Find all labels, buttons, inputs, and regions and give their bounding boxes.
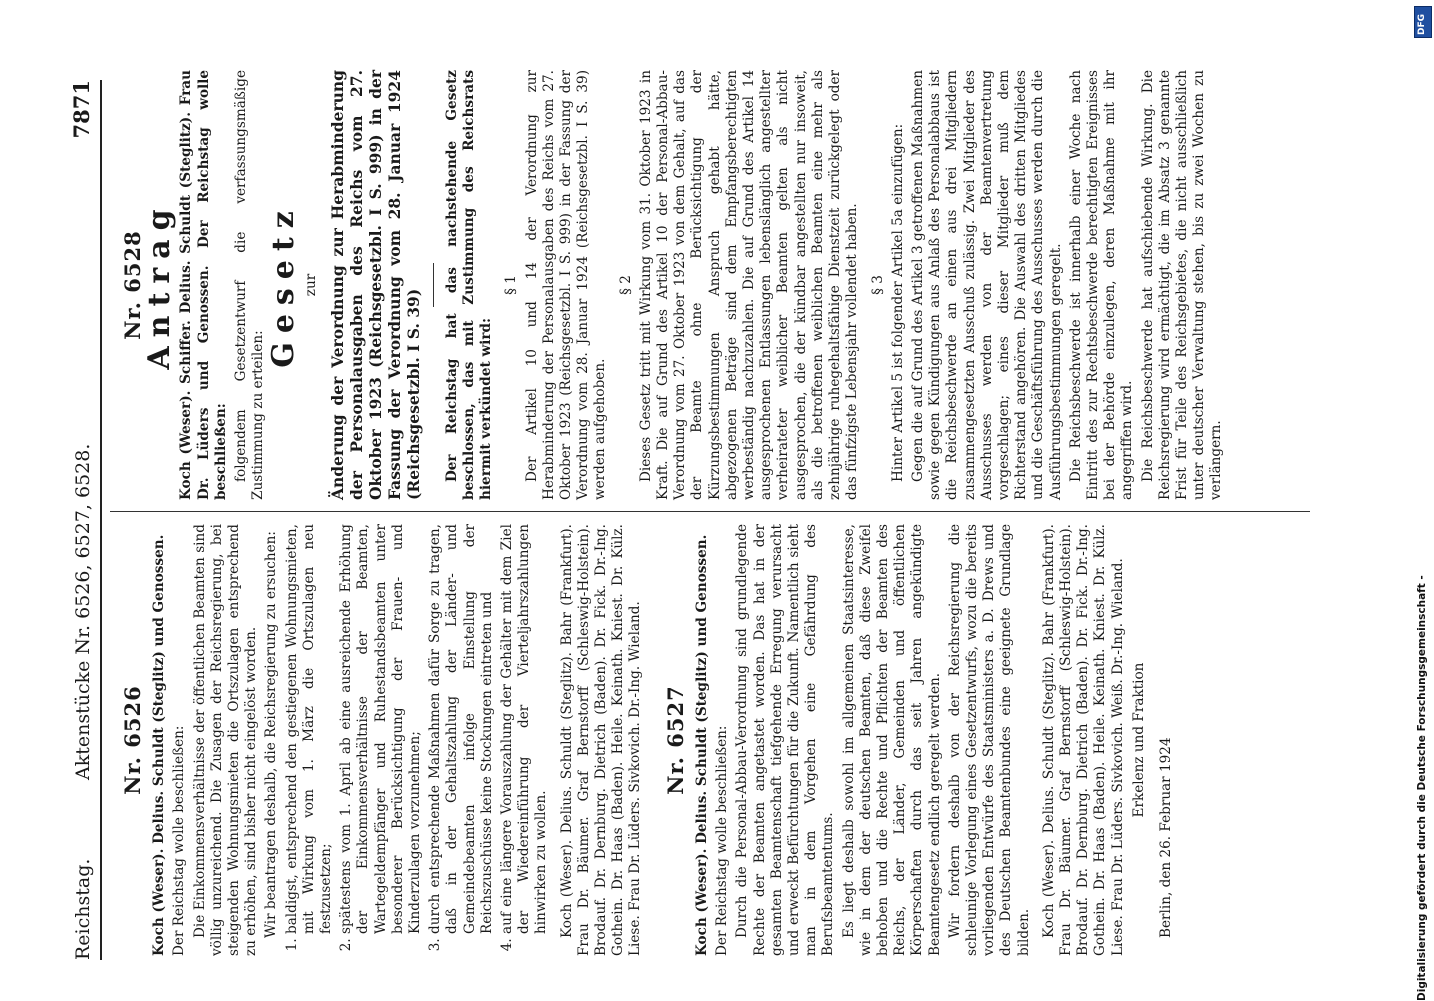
doc-6527-title: Nr. 6527 <box>662 685 688 795</box>
separator-rule <box>433 263 434 307</box>
doc-6526-title: Nr. 6526 <box>120 685 145 795</box>
doc-6526-item: 1. baldigst, entsprechend den gestiegenen Wohnungsmieten, mit Wirkung vom 1. März die Ortszulagen neu festzusetzen; <box>284 524 336 934</box>
section-3-para3: Die Reichsbeschwerde hat aufschiebende Wirkung. Die Reichsregierung wird ermächtigt, die im Absatz 3 genannte Frist für Teile des Reichsgebietes, die nicht ausschließlich unter deutscher Verwaltung stehen, bis zu zwei Wochen zu verlängern. <box>1139 70 1225 500</box>
doc-6527-faction: Erkelenz und Fraktion <box>1130 662 1147 818</box>
doc-6528-gesetz-heading: Gesetz <box>266 202 302 368</box>
doc-6526-item: 2. spätestens vom 1. April ab eine ausreichende Erhöhung der Einkommensverhältnisse der Beamten, Wartegeldempfänger und Ruhestandsbeamten unter besonderer Berücksichtigung der Frauen- und Kinderzulagen vorzunehmen; <box>338 524 424 934</box>
section-3-label: § 3 <box>869 275 886 295</box>
watermark-text: Digitalisierung gefördert durch die Deutsche Forschungsgemeinschaft - <box>1416 575 1428 1001</box>
section-2-label: § 2 <box>617 275 634 295</box>
dfg-logo-text: DFG <box>1417 13 1427 35</box>
doc-6527-para3: Wir fordern deshalb von der Reichsregierung die schleunige Vorlegung eines Gesetzentwurfs, wozu die bereits vorliegenden Entwürfe des Staatsministers a. D. Drews und des Deutschen Beamtenbundes eine geeignete Grundlage bilden. <box>946 524 1032 956</box>
doc-6528-lead: Koch (Weser). Schiffer. Delius. Schuldt (Steglitz). Frau Dr. Lüders und Genossen. Der Reichstag wolle beschließen: <box>178 70 229 500</box>
doc-6528-antrag-heading: Antrag <box>142 200 178 370</box>
doc-6526-demands <box>284 524 551 956</box>
doc-6527-para2: Es liegt deshalb sowohl im allgemeinen Staatsinteresse, wie in dem der deutschen Beamten, daß diese Zweifel behoben und die Rechte und Pflichten der Beamten des Reichs, der Länder, Gemeinden und öffentlichen Körperschaften durch das seit Jahren angekündigte Beamtengesetz endlich geregelt werden. <box>840 524 943 956</box>
doc-6526-item: 4. auf eine längere Vorauszahlung der Gehälter mit dem Ziel der Wiedereinführung der Vierteljahrszahlungen hinwirken zu wollen. <box>499 524 551 934</box>
doc-6527-signers: Koch (Weser). Delius. Schuldt (Steglitz). Bahr (Frankfurt). Frau Dr. Bäumer. Graf Bernstorff (Schleswig-Holstein). Brodauf. Dr. Dernburg. Dietrich (Baden). Dr. Fick. Dr.-Ing. Gothein. Dr. Haas (Baden). Heile. Keinath. Kniest. Dr. Külz. Liese. Frau Dr. Lüders. Sivkovich. Weiß. Dr.-Ing. Wieland. <box>1040 524 1126 956</box>
left-column <box>118 524 1178 956</box>
doc-6528-enactment: Der Reichstag hat das nachstehende Gesetz beschlossen, das mit Zustimmung des Reichsrats hiermit verkündet wird: <box>443 70 495 500</box>
doc-6527-date: Berlin, den 26. Februar 1924 <box>1157 737 1174 938</box>
right-column <box>118 70 1229 500</box>
doc-6528-zur: zur <box>302 273 319 297</box>
header-reichstag: Reichstag. <box>72 858 94 960</box>
doc-6526-lead: Koch (Weser). Delius. Schuldt (Steglitz) und Genossen. <box>151 534 168 956</box>
column-divider <box>110 511 1310 512</box>
header-aktenstuecke: Aktenstücke Nr. 6526, 6527, 6528. <box>72 443 94 780</box>
section-3-intro: Hinter Artikel 5 ist folgender Artikel 5a einzufügen: <box>889 123 906 482</box>
doc-6526-para2: Wir beantragen deshalb, die Reichsregierung zu ersuchen: <box>263 531 280 938</box>
page-header <box>60 80 102 960</box>
doc-6526-lead2: Der Reichstag wolle beschließen: <box>171 725 188 956</box>
page-number: 7871 <box>69 80 94 139</box>
section-2-text: Dieses Gesetz tritt mit Wirkung vom 31. Oktober 1923 in Kraft. Die auf Grund des Artikel 10 der Personal-Abbau-Verordnung vom 27. Oktober 1923 von dem Gehalt, auf das der Beamte ohne Berücksichtigung der Kürzungsbestimmungen Anspruch gehabt hätte, abgezogenen Beträge sind dem Empfangsberechtigten werbeständig nachzuzahlen. Die auf Grund des Artikel 14 ausgesprochenen Entlassungen lebenslänglich angestellter verheirateter weiblicher Beamten gelten als nicht ausgesprochen, die der kündbar angestellten nur insoweit, als die betroffenen weiblichen Beamten eine mehr als zehnjährige ruhegehaltsfähige Dienstzeit zurückgelegt oder das fünfzigste Lebensjahr vollendet haben. <box>637 70 861 500</box>
doc-6528-gesetz-title: Änderung der Verordnung zur Herabminderung der Personalausgaben des Reichs vom 27. Oktober 1923 (Reichsgesetzbl. I S. 999) in der Fassung der Verordnung vom 28. Januar 1924 (Reichsgesetzbl. I S. 39) <box>327 70 423 500</box>
digitization-watermark <box>1410 6 1434 1000</box>
section-3-para1: Gegen die auf Grund des Artikel 3 getroffenen Maßnahmen sowie gegen Kündigungen aus Anlaß des Personalabbaus ist die Reichsbeschwerde an einen aus drei Mitgliedern zusammengesetzten Ausschuß zulässig. Zwei Mitglieder des Ausschusses werden von der Beamtenvertretung vorgeschlagen; eines dieser Mitglieder muß dem Richterstand angehören. Die Auswahl des dritten Mitgliedes und die Geschäftsführung des Ausschusses werden durch die Ausführungsbestimmungen geregelt. <box>909 70 1064 500</box>
doc-6527-para1: Durch die Personal-Abbau-Verordnung sind grundlegende Rechte der Beamten angetastet worden. Das hat in der gesamten Beamtenschaft tiefgehende Erregung verursacht und erweckt Befürchtungen für die Zukunft. Namentlich sieht man in dem Vorgehen eine Gefährdung des Berufsbeamtentums. <box>734 524 837 956</box>
doc-6526-signers: Koch (Weser). Delius. Schuldt (Steglitz). Bahr (Frankfurt). Frau Dr. Bäumer. Graf Bernstorff (Schleswig-Holstein). Brodauf. Dr. Dernburg. Dietrich (Baden). Dr. Fick. Dr.-Ing. Gothein. Dr. Haas (Baden). Heile. Keinath. Kniest. Dr. Külz. Liese. Frau Dr. Lüders. Sivkovich. Dr.-Ing. Wieland. <box>558 524 644 956</box>
doc-6526-para1: Die Einkommensverhältnisse der öffentlichen Beamten sind völlig unzureichend. Die Zusagen der Reichsregierung, bei steigenden Wohnungsmieten die Ortszulagen entsprechend zu erhöhen, sind bisher nicht eingelöst worden. <box>191 524 260 956</box>
section-1-text: Der Artikel 10 und 14 der Verordnung zur Herabminderung der Personalausgaben des Reichs vom 27. Oktober 1923 (Reichsgesetzbl. I S. 999) in der Fassung der Verordnung vom 28. Januar 1924 (Reichsgesetzbl. I S. 39) werden aufgehoben. <box>523 70 609 500</box>
doc-6527-lead: Koch (Weser). Delius. Schuldt (Steglitz) und Genossen. <box>693 534 710 956</box>
section-1-label: § 1 <box>503 275 520 295</box>
section-3-para2: Die Reichsbeschwerde ist innerhalb einer Woche nach Eintritt des zur Rechtsbeschwerde berechtigten Ereignisses bei der Behörde einzulegen, deren Maßnahme mit ihr angegriffen wird. <box>1067 70 1136 500</box>
doc-6527-lead2: Der Reichstag wolle beschließen: <box>714 725 731 956</box>
doc-6528-lead2: folgendem Gesetzentwurf die verfassungsmäßige Zustimmung zu erteilen: <box>233 70 267 500</box>
doc-6526-item: 3. durch entsprechende Maßnahmen dafür Sorge zu tragen, daß in der Gehaltszahlung der Länder- und Gemeindebeamten infolge Einstellung der Reichszuschüsse keine Stockungen eintreten und <box>427 524 496 934</box>
doc-6528-title: Nr. 6528 <box>120 230 145 340</box>
